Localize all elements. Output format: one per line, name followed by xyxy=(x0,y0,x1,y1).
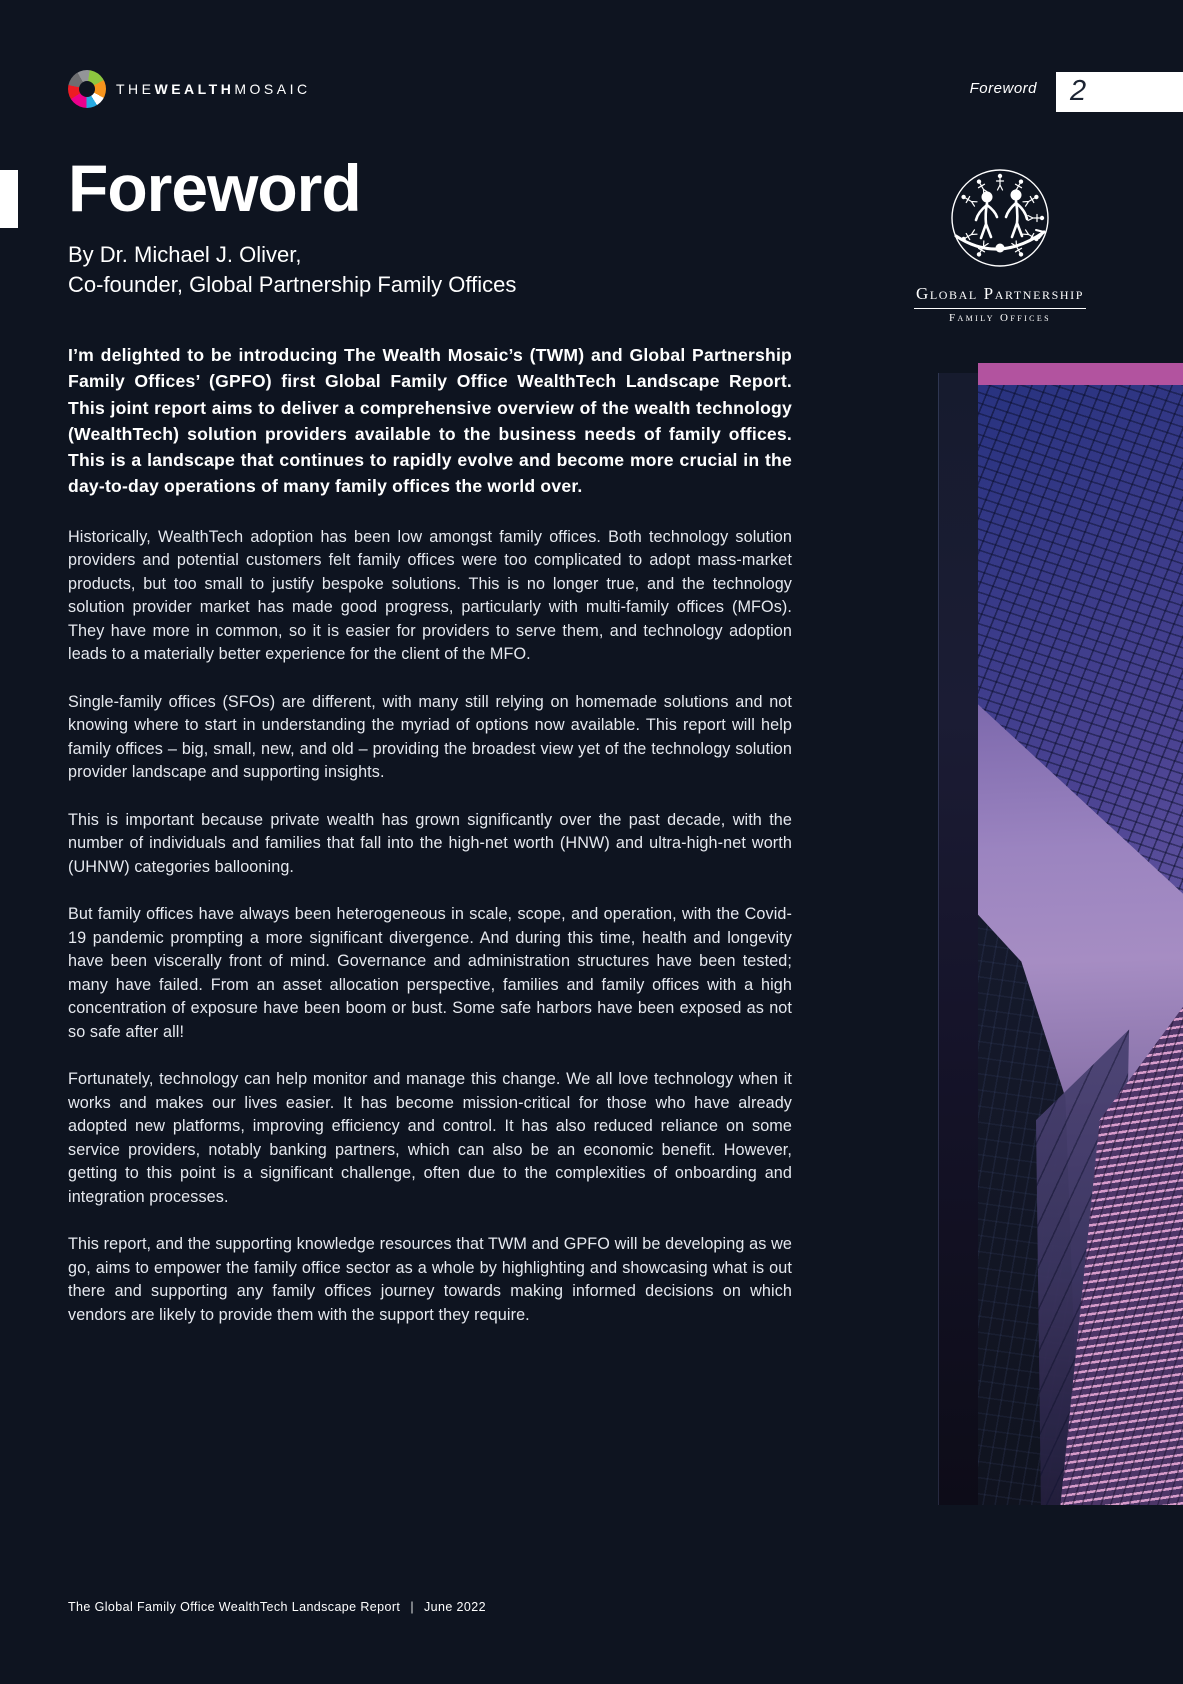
paragraph: Fortunately, technology can help monitor and manage this change. We all love technology when it works and makes our lives easier. It has become mission-critical for those who have already adopted new platforms, improving efficiency and control. It has also reduced reliance on some service providers, notably banking partners, which can also be an economic benefit. However, getting to this point is a significant challenge, often due to the complexities of onboarding and integration processes. xyxy=(68,1070,792,1206)
running-header-section: Foreword xyxy=(969,80,1037,97)
page-title: Foreword xyxy=(68,151,361,225)
brand-wealth: WEALTH xyxy=(154,81,235,97)
gpfo-emblem-icon xyxy=(940,162,1060,278)
article-body xyxy=(68,342,792,1327)
paragraph: But family offices have always been heterogeneous in scale, scope, and operation, with the Covid-19 pandemic prompting a more significant divergence. And during this time, health and longevity have been viscerally front of mind. Governance and administration structures have been tested; many have failed. From an asset allocation perspective, families and family offices with a high concentration of exposure have been boom or bust. Some safe harbors have been exposed as not so safe after all! xyxy=(68,905,792,1041)
main-column xyxy=(68,152,792,1327)
paragraph: Single-family offices (SFOs) are different, with many still relying on homemade solutions and not knowing where to start in understanding the myriad of options now available. This report will help family offices – big, small, new, and old – providing the broadest view yet of the technology solution provider landscape and supporting insights. xyxy=(68,692,792,782)
paragraph-lead: I’m delighted to be introducing The Wealth Mosaic’s (TWM) and Global Partnership Family Offices’ (GPFO) first Global Family Office WealthTech Landscape Report. This joint report aims to deliver a comprehensive overview of the wealth technology (WealthTech) solution providers available to the business needs of family offices. This is a landscape that continues to rapidly evolve and become more crucial in the day-to-day operations of many family offices the world over. xyxy=(68,345,792,497)
accent-bar xyxy=(978,363,1183,385)
paragraph: This report, and the supporting knowledge resources that TWM and GPFO will be developing as we go, aims to empower the family office sector as a whole by highlighting and showcasing what is out there and supporting any family offices journey towards making informed decisions on which vendors are likely to provide them with the support they require. xyxy=(68,1235,792,1324)
mosaic-ring-icon xyxy=(68,70,106,108)
skyscraper-photo xyxy=(938,373,1183,1505)
heading-accent-bar xyxy=(0,170,18,228)
brand-the: THE xyxy=(116,81,155,97)
wealth-mosaic-logo xyxy=(68,70,311,108)
paragraph: This is important because private wealth has grown significantly over the past decade, with the number of individuals and families that fall into the high-net worth (HNW) and ultra-high-net worth (UHNW) categories ballooning. xyxy=(68,810,792,876)
brand-mosaic: MOSAIC xyxy=(234,81,311,97)
gpfo-divider xyxy=(914,308,1086,309)
footer-date: June 2022 xyxy=(423,1600,486,1614)
footer xyxy=(68,1600,486,1614)
footer-separator: | xyxy=(410,1600,414,1614)
gpfo-logo xyxy=(900,162,1100,324)
page-number: 2 xyxy=(1070,75,1087,107)
page-number-box xyxy=(1056,72,1183,112)
byline xyxy=(68,240,792,300)
paragraph: Historically, WealthTech adoption has been low amongst family offices. Both technology solution providers and potential customers felt family offices were too complicated to adopt mass-market products, but too small to justify bespoke solutions. This is no longer true, and the technology solution provider market has made good progress, particularly with multi-family offices (MFOs). They have more in common, so it is easier for providers to serve them, and technology adoption leads to a materially better experience for the client of the MFO. xyxy=(68,527,792,664)
gpfo-name: Global Partnership xyxy=(915,284,1085,303)
photo-edge-column xyxy=(938,373,978,1505)
byline-role: Co-founder, Global Partnership Family Offices xyxy=(68,272,517,297)
gpfo-subname: Family Offices xyxy=(948,312,1052,324)
byline-author: By Dr. Michael J. Oliver, xyxy=(68,242,302,267)
brand-wordmark xyxy=(116,81,311,97)
footer-report-title: The Global Family Office WealthTech Landscape Report xyxy=(68,1600,401,1614)
